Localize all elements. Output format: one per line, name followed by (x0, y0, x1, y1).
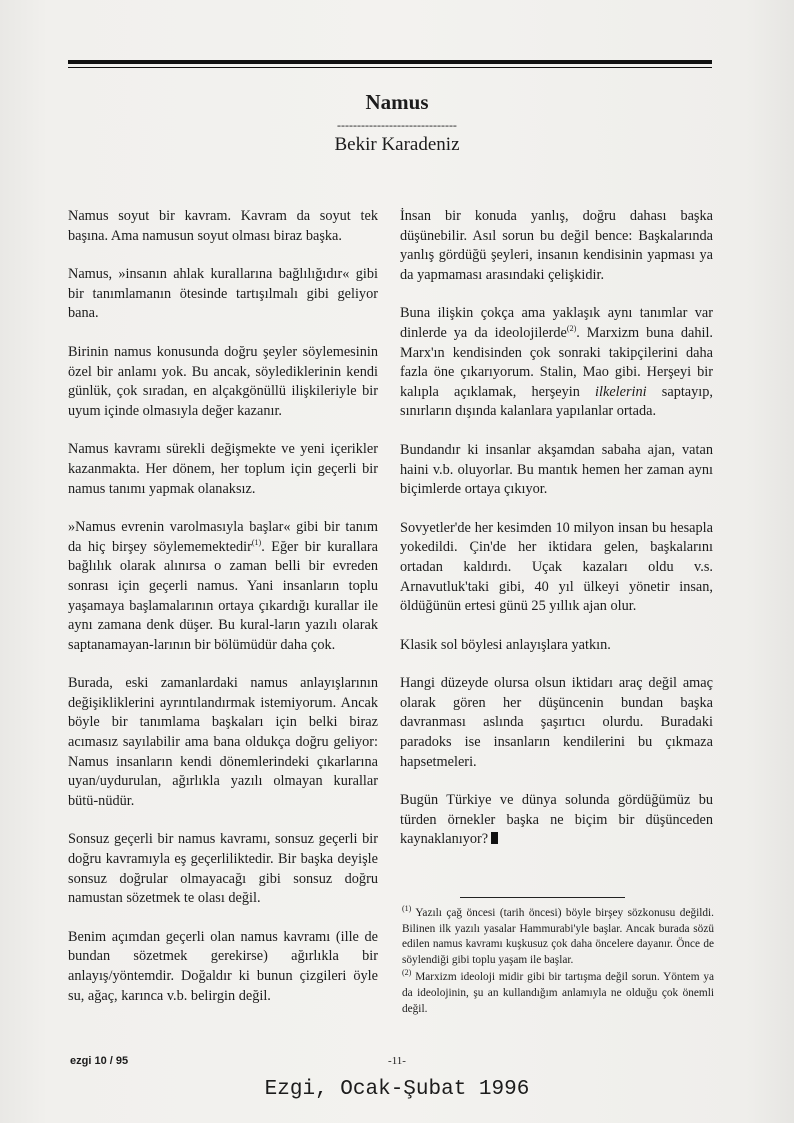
paragraph: Namus kavramı sürekli değişmekte ve yeni içerikler kazanmakta. Her dönem, her toplum için geçerli bir namus tanımı yapmak olanaksız. (68, 441, 378, 497)
paragraph: Birinin namus konusunda doğru şeyler söylemesinin özel bir anlamı yok. Bu ancak, söylediklerinin kendi günlük, çok sıradan, en alçakgönüllü ilişkileriyle bir uyum içinde olmasıyla değer kazanır. (68, 343, 378, 419)
paragraph-text: . Eğer bir kurallara bağlılık olarak alınırsa o zaman belli bir evreden sonrası için geçerli namus. Yani insanların toplu yaşamaya başlamalarının ortaya çıkardığı kurallar ile aynı zamana denk düşer. Bu kural-ların yazılı olarak saptanamayan-larının bir bölümüdür daha çok. (68, 538, 378, 653)
footnote-text: Marxizm ideoloji midir gibi bir tartışma değil sorun. Yöntem ya da ideolojinin, şu an kullandığım anlamıyla ne olduğu çok önemli değil. (402, 971, 715, 1015)
paragraph: Sonsuz geçerli bir namus kavramı, sonsuz geçerli bir doğru kavramıyla eş geçerliliktedir. Bir başka deyişle sonsuz doğrular olmayacağı gibi sonsuz doğru namustan sözetmek te olası değil. (68, 831, 378, 907)
paragraph: Hangi düzeyde olursa olsun iktidarı araç değil amaç olarak gören her düşüncenin bundan başka davranması aslında şaşırtıcı olurdu. Buradaki paradoks ise insanların kendilerini bu çıkmaza hapsetmeleri. (400, 675, 713, 770)
footnotes (402, 906, 714, 1019)
page-number: -11- (388, 1055, 406, 1067)
paragraph: Bundandır ki insanlar akşamdan sabaha ajan, vatan haini v.b. oluyorlar. Bu mantık hemen her zaman aynı biçimlerde ortaya çıkıyor. (400, 441, 713, 498)
footnote (402, 970, 714, 1017)
header-rule-thin (68, 67, 712, 68)
paragraph: Sovyetler'de her kesimden 10 milyon insan bu hesapla yokedildi. Çin'de her iktidara gelen, başkalarını ortadan kaldırdı. Uçak kazaları oldu v.s. Arnavutluk'taki gibi, 40 yıl ülkeyi yönetir insan, öldüğünün ertesi günü 25 yıllık ajan olur. (400, 519, 713, 615)
paragraph (400, 791, 713, 850)
footnote-text: Yazılı çağ öncesi (tarih öncesi) böyle birşey sözkonusu değildi. Bilinen ilk yazılı yasalar Hammurabi'yle başlar. Ancak burada sözü edilen namus kavramı kuşkusuz çok daha öncelere dayanır. Önce de söylendiği gibi toplu yaşam ile başlar. (402, 907, 715, 966)
title-separator: ------------------------------ (337, 118, 457, 132)
issue-label: ezgi 10 / 95 (70, 1055, 129, 1067)
article-author: Bekir Karadeniz (334, 134, 460, 155)
paragraph (400, 304, 713, 422)
footnote (402, 906, 714, 968)
source-caption: Ezgi, Ocak-Şubat 1996 (264, 1078, 530, 1101)
right-column (400, 207, 713, 869)
article-title: Namus (365, 90, 429, 114)
left-column (68, 207, 378, 1025)
paragraph: Klasik sol böylesi anlayışlara yatkın. (400, 636, 611, 653)
paragraph-text: Buna ilişkin çokça ama yaklaşık aynı tanımlar var dinlerde ya da ideolojilerde (400, 305, 713, 341)
footnote-ref-2: (2) (566, 324, 577, 334)
footnote-marker: (1) (402, 904, 412, 914)
paragraph: Namus, »insanın ahlak kurallarına bağlılığıdır« gibi bir tanımlamanın ötesinde tartışılmalı gibi geliyor bana. (68, 266, 378, 322)
paragraph-text: saptayıp, sınırların dışında kalanlara yapılanlar ortada. (400, 383, 714, 420)
footnote-ref-1: (1) (251, 537, 262, 547)
paragraph-text: . Marxizm buna dahil. Marx'ın kendisinden çok sonraki takipçilerini daha fazla öne çıkarıyorum. Stalin, Mao gibi. Herşeyi bir kalıpla açıklamak, herşeyin (400, 324, 714, 400)
paragraph: İnsan bir konuda yanlış, doğru dahası başka düşünebilir. Asıl sorun bu değil bence: Başkalarında yanlış gördüğü şeyleri, insanın kendisinin yapması ya da yapmaması arasındaki çelişkidir. (400, 208, 713, 283)
paragraph: Namus soyut bir kavram. Kavram da soyut tek başına. Ama namusun soyut olması biraz başka. (68, 208, 378, 244)
paragraph (68, 518, 378, 655)
emphasis-text: ilkelerini (595, 383, 647, 400)
paragraph-text: Bugün Türkiye ve dünya solunda gördüğümüz bu türden örnekler başka ne biçim bir düşünceden kaynaklanıyor? (400, 792, 713, 848)
footnote-marker: (2) (402, 968, 412, 978)
paragraph: Burada, eski zamanlardaki namus anlayışlarının değişikliklerini ayrıntılandırmak istemiyorum. Ancak böyle bir tanımlama başkaları için belki biraz acımasız sayılabilir ama bana oldukça doğru geliyor: Namus insanların kendi dönemlerindeki çıkarlarına uyan/uydurulan, ağırlıkla yazılı olmayan kurallar bütü-nüdür. (68, 675, 378, 809)
end-mark-icon (491, 832, 498, 844)
paragraph-text: »Namus evrenin varolmasıyla başlar« gibi bir tanım da hiç birşey söylememektedir (68, 519, 378, 555)
footnote-rule (460, 897, 625, 898)
paragraph: Benim açımdan geçerli olan namus kavramı (ille de bundan sözetmek gerekirse) ağırlıkla bir anlayış/yöntemdir. Doğaldır ki bunun çizgileri öyle su, ağaç, karınca v.b. belirgin değil. (68, 928, 378, 1004)
header-rule-thick (68, 60, 712, 64)
